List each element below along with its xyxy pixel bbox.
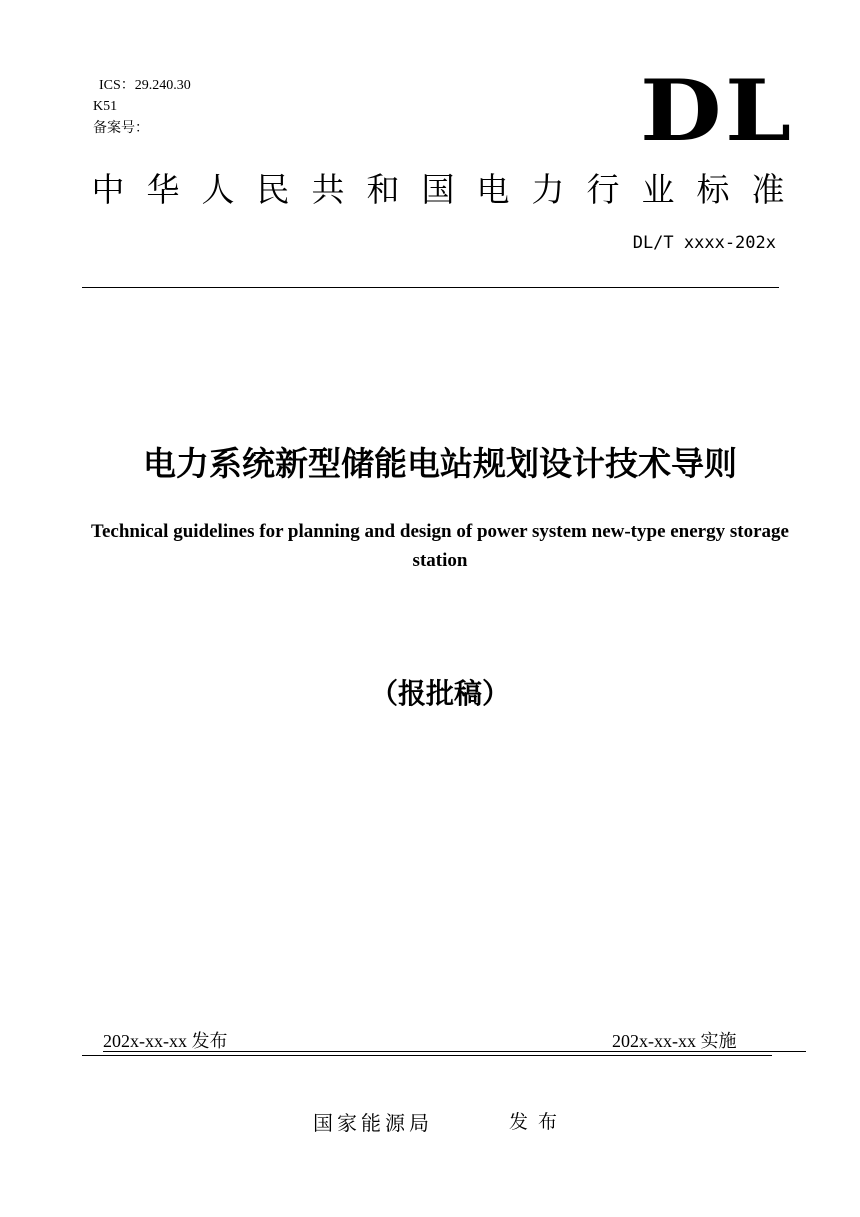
- org-char: 标: [696, 170, 730, 209]
- record-number-label: 备案号：: [93, 121, 149, 136]
- org-char: 人: [201, 170, 235, 209]
- org-char: 民: [256, 170, 290, 209]
- publish-date: 202x-xx-xx 发布: [103, 1031, 228, 1051]
- org-char: 行: [586, 170, 620, 209]
- org-char: 和: [366, 170, 400, 209]
- org-char: 共: [311, 170, 345, 209]
- org-char: 国: [421, 170, 455, 209]
- footer-divider: [103, 1051, 806, 1052]
- dl-logo: DL: [640, 61, 795, 160]
- title-english: Technical guidelines for planning and design of power system new-type energy storage station: [91, 521, 789, 571]
- org-char: 华: [146, 170, 180, 209]
- organization-title: [88, 168, 788, 212]
- issuing-authority: 国家能源局: [313, 1111, 433, 1135]
- issue-label: 发布: [509, 1111, 568, 1133]
- ics-code: ICS：29.240.30: [99, 78, 191, 93]
- classification-code: K51: [93, 99, 118, 114]
- org-char: 中: [91, 170, 125, 209]
- draft-status: （报批稿）: [369, 677, 510, 710]
- org-char: 业: [641, 170, 675, 209]
- org-char: 电: [476, 170, 510, 209]
- header-divider: [82, 287, 779, 288]
- footer-divider: [82, 1055, 772, 1056]
- org-char: 力: [531, 170, 565, 209]
- title-chinese: 电力系统新型储能电站规划设计技术导则: [143, 444, 737, 483]
- implement-date: 202x-xx-xx 实施: [612, 1031, 737, 1051]
- standard-code: DL/T xxxx-202x: [632, 233, 776, 253]
- org-char: 准: [751, 170, 785, 209]
